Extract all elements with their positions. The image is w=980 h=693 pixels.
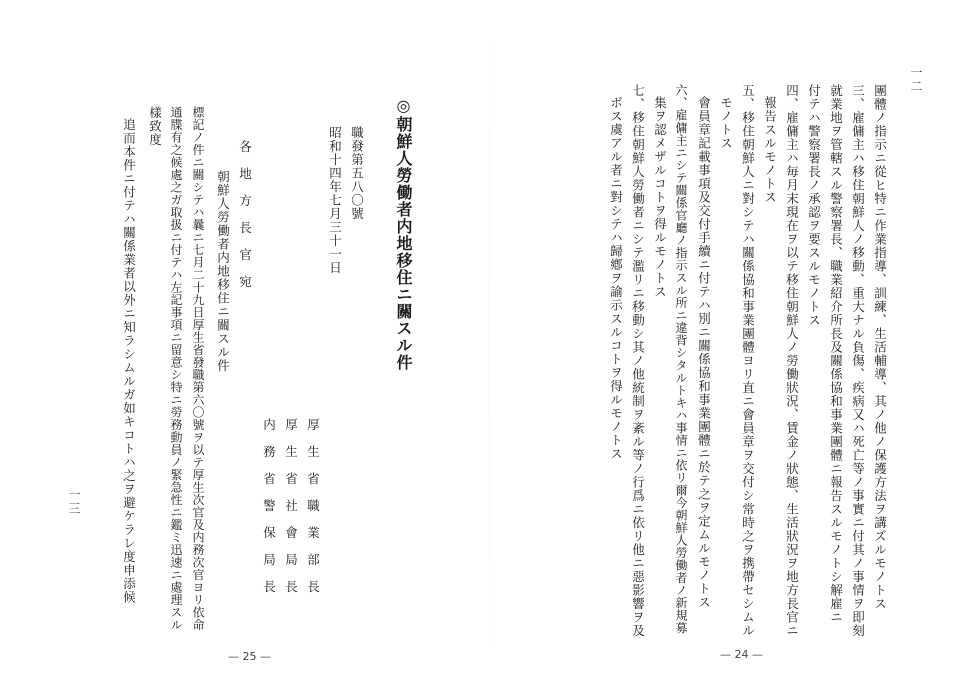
sender-line: 厚 生 省 職 業 部 長	[305, 418, 321, 594]
body-line: 付テハ警察署長ノ承認ヲ要スルモノトス	[806, 84, 822, 327]
body-line: 集ヲ認メザルコトヲ得ルモノトス	[652, 96, 668, 299]
body-line: 會員章記載事項及交付手續ニ付テハ別ニ關係協和事業團體ニ於テ之ヲ定ムルモノトス	[696, 96, 712, 609]
body-line: 四、雇傭主ハ毎月末現在ヲ以テ移住朝鮮人ノ勞働狀況、賃金ノ狀態、生活狀況ヲ地方長官ニ	[784, 84, 800, 638]
body-line: 就業地ヲ管轄スル警察署長、職業紹介所長及關係協和事業團體ニ報告スルモノトシ解雇ニ	[828, 84, 844, 624]
page-folio: — 25 —	[228, 650, 271, 663]
page-number-kanji: 一三	[67, 488, 81, 516]
recipient-line: 各 地 方 長 官 宛	[237, 140, 253, 289]
document-title: ◎朝鮮人勞働者内地移住ニ關スル件	[394, 96, 413, 371]
right-page	[490, 0, 980, 693]
closing-note: 追而本件ニ付テハ關係業者以外ニ知ラシムルガ如キコトハ之ヲ避ケラレ度申添候	[121, 118, 137, 604]
body-line: 標記ノ件ニ關シテハ曩ニ七月二十九日厚生省發職第六〇號ヲ以テ厚生次官及内務次官ヨリ依命	[191, 106, 205, 631]
document-number: 職發第五八〇號	[349, 126, 365, 221]
body-line: 團體ノ指示ニ從ヒ特ニ作業指導、訓練、生活輔導、其ノ他ノ保護方法ヲ講ズルモノトス	[872, 84, 888, 611]
sender-line: 内 務 省 警 保 局 長	[261, 418, 277, 594]
body-line: 報告スルモノトス	[762, 96, 778, 204]
body-line: 通牒有之候處之ガ取扱ニ付テハ左記事項ニ留意シ特ニ勞務動員ノ緊急性ニ鑑ミ迅速ニ處理スル	[169, 106, 183, 631]
sender-line: 厚 生 省 社 會 局 長	[283, 418, 299, 594]
body-line: モノトス	[718, 96, 734, 150]
subject-line: 朝鮮人勞働者内地移住ニ關スル件	[215, 170, 231, 373]
body-line: 樣致度	[147, 106, 163, 147]
body-line: 三、雇傭主ハ移住朝鮮人ノ移動、重大ナル負傷、疾病又ハ死亡等ノ事實ニ付其ノ事情ヲ即刻	[850, 84, 866, 638]
page-folio: — 24 —	[720, 648, 763, 661]
body-line: 六、雇傭主ニシテ關係官廳ノ指示スル所ニ違背シタルトキハ事情ニ依リ爾今朝鮮人勞働者ノ新規募	[674, 84, 688, 634]
page-number-kanji: 一二	[909, 66, 923, 94]
body-line: ボス虞アル者ニ對シテハ歸鄕ヲ諭示スルコトヲ得ルモノトス	[608, 96, 624, 461]
document-date: 昭和十四年七月三十一日	[327, 126, 343, 275]
body-line: 五、移住朝鮮人ニ對シテハ關係協和事業團體ヨリ直ニ會員章ヲ交付シ常時之ヲ携帶セシムル	[740, 84, 756, 638]
body-line: 七、移住朝鮮人勞働者ニシテ濫リニ移動シ其ノ他統制ヲ紊ル等ノ行爲ニ依リ他ニ惡影響ヲ及	[630, 84, 646, 638]
